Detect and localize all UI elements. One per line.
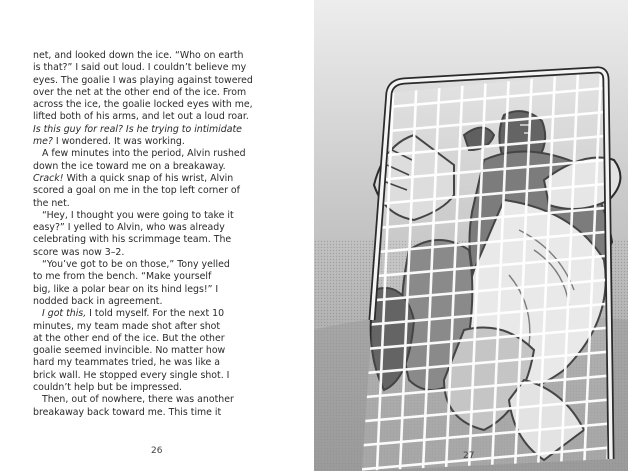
text-run: couldn’t help but be impressed.: [33, 382, 183, 394]
text-line: [33, 271, 295, 283]
text-run: “You’ve got to be on those,” Tony yelled: [42, 259, 230, 271]
text-run: hard my teammates tried, he was like a: [33, 357, 221, 369]
text-line: [33, 370, 295, 382]
text-run: at the other end of the ice. But the other: [33, 332, 225, 344]
text-run: score was now 3–2.: [33, 246, 125, 258]
italic-text: me?: [33, 136, 53, 148]
text-run: breakaway back toward me. This time it: [33, 406, 222, 418]
text-line: [33, 321, 295, 333]
text-line: [33, 62, 295, 74]
goalie-through-net-illustration: [314, 0, 628, 471]
text-run: over the net at the other end of the ice. From: [33, 86, 247, 98]
text-run: brick wall. He stopped every single shot. I: [33, 369, 230, 381]
text-run: Then, out of nowhere, there was another: [42, 394, 234, 406]
text-run: I told myself. For the next 10: [86, 308, 225, 320]
text-run: minutes, my team made shot after shot: [33, 320, 221, 332]
text-run: big, like a polar bear on its hind legs!” I: [33, 283, 219, 295]
text-line: [33, 87, 295, 99]
italic-text: Crack!: [33, 172, 64, 184]
text-line: [33, 296, 295, 308]
text-line: [33, 185, 295, 197]
text-line: [33, 357, 295, 369]
text-run: goalie seemed invincible. No matter how: [33, 345, 226, 357]
text-line: [33, 161, 295, 173]
text-line: [33, 173, 295, 185]
text-line: [33, 308, 295, 320]
text-run: scored a goal on me in the top left corner of: [33, 185, 240, 197]
text-line: [33, 407, 295, 419]
text-run: “Hey, I thought you were going to take it: [42, 209, 234, 221]
illustration-page: [314, 0, 628, 471]
text-run: across the ice, the goalie locked eyes with me,: [33, 99, 253, 111]
text-line: [33, 136, 295, 148]
text-line: [33, 198, 295, 210]
text-line: [33, 333, 295, 345]
text-run: lifted both of his arms, and let out a loud roar.: [33, 111, 249, 123]
story-text: [33, 50, 295, 419]
text-line: [33, 210, 295, 222]
text-line: [33, 111, 295, 123]
text-line: [33, 394, 295, 406]
text-run: to me from the bench. “Make yourself: [33, 271, 212, 283]
text-run: easy?” I yelled to Alvin, who was already: [33, 222, 225, 234]
text-line: [33, 148, 295, 160]
text-run: nodded back in agreement.: [33, 295, 163, 307]
italic-text: I got this,: [42, 308, 87, 320]
text-line: [33, 345, 295, 357]
text-line: [33, 124, 295, 136]
text-line: [33, 247, 295, 259]
text-line: [33, 99, 295, 111]
text-run: net, and looked down the ice. “Who on earth: [33, 50, 244, 61]
text-run: is that?” I said out loud. I couldn’t believe my: [33, 62, 247, 74]
text-line: [33, 222, 295, 234]
text-line: [33, 234, 295, 246]
text-line: [33, 50, 295, 62]
text-line: [33, 284, 295, 296]
text-run: eyes. The goalie I was playing against towered: [33, 74, 253, 86]
text-line: [33, 259, 295, 271]
text-line: [33, 75, 295, 87]
page-number-left: 26: [151, 446, 163, 456]
text-run: With a quick snap of his wrist, Alvin: [63, 172, 234, 184]
text-run: A few minutes into the period, Alvin rushed: [42, 148, 246, 160]
text-line: [33, 382, 295, 394]
text-run: down the ice toward me on a breakaway.: [33, 160, 226, 172]
text-run: the net.: [33, 197, 70, 209]
italic-text: Is this guy for real? Is he trying to intimidate: [33, 123, 242, 135]
text-run: I wondered. It was working.: [52, 136, 185, 148]
text-run: celebrating with his scrimmage team. The: [33, 234, 232, 246]
page-number-right: 27: [463, 451, 475, 461]
